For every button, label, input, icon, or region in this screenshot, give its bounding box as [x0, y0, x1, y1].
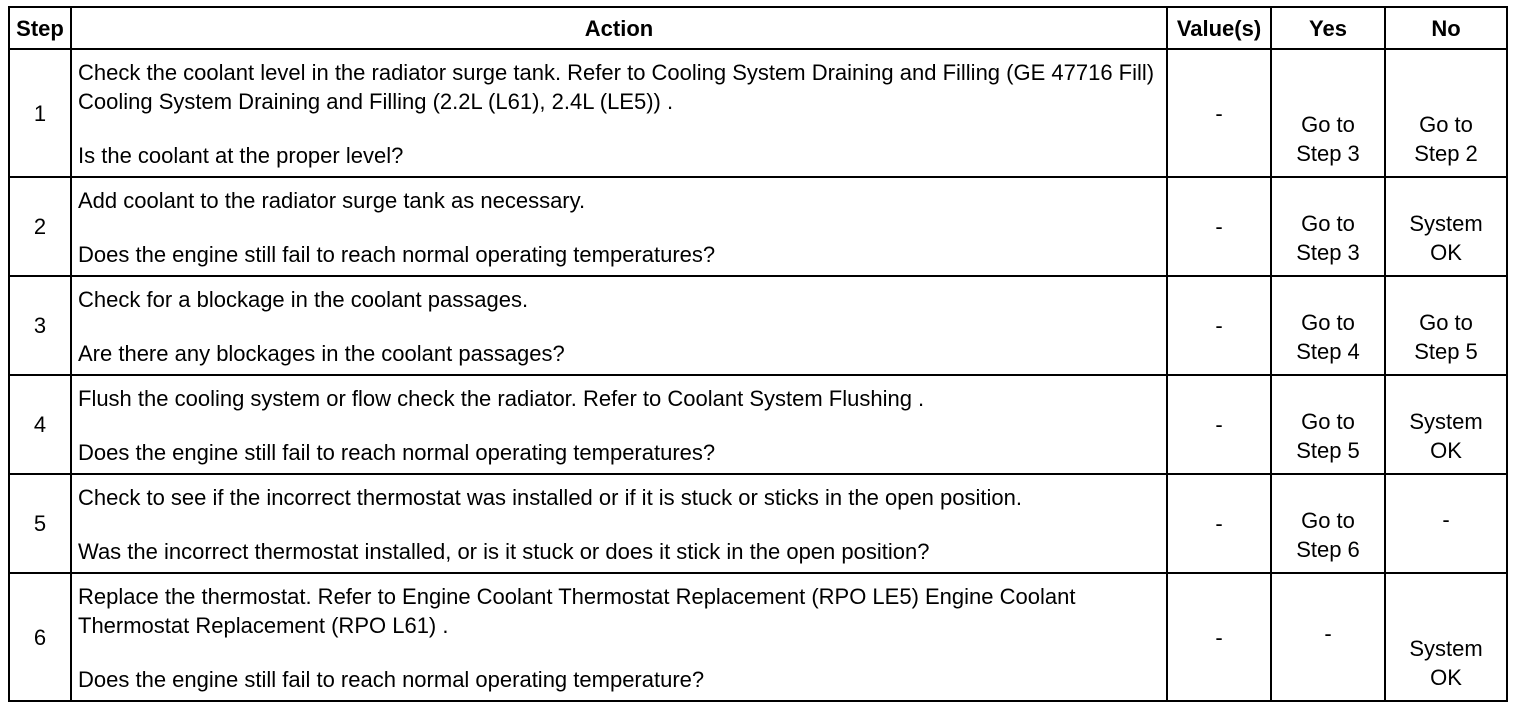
value-cell: -	[1167, 49, 1271, 177]
yes-link: Go to Step 3	[1296, 211, 1360, 265]
action-cell	[71, 276, 1167, 375]
no-cell	[1385, 276, 1507, 375]
action-cell	[71, 49, 1167, 177]
step-number: 5	[9, 474, 71, 573]
yes-cell	[1271, 276, 1385, 375]
header-values: Value(s)	[1167, 7, 1271, 49]
value-cell: -	[1167, 177, 1271, 276]
yes-cell	[1271, 49, 1385, 177]
yes-link: Go to Step 3	[1296, 112, 1360, 166]
action-cell	[71, 474, 1167, 573]
action-text: Replace the thermostat. Refer to Engine Coolant Thermostat Replacement (RPO LE5) Engine Coolant Thermostat Replacement (RPO L61) .	[78, 584, 1076, 638]
no-link: System OK	[1409, 409, 1483, 463]
step-number: 6	[9, 573, 71, 701]
no-link: -	[1442, 507, 1450, 532]
yes-cell	[1271, 474, 1385, 573]
step-number: 3	[9, 276, 71, 375]
action-text: Check for a blockage in the coolant passages.	[78, 287, 529, 312]
table-row	[9, 276, 1507, 375]
header-yes: Yes	[1271, 7, 1385, 49]
yes-link: -	[1324, 620, 1332, 646]
action-text: Flush the cooling system or flow check the radiator. Refer to Coolant System Flushing .	[78, 386, 925, 411]
no-link: Go to Step 2	[1414, 112, 1478, 166]
action-cell	[71, 573, 1167, 701]
yes-cell	[1271, 375, 1385, 474]
yes-link: Go to Step 5	[1296, 409, 1360, 463]
no-cell	[1385, 573, 1507, 701]
action-cell	[71, 177, 1167, 276]
value-cell: -	[1167, 375, 1271, 474]
no-cell	[1385, 177, 1507, 276]
table-row	[9, 474, 1507, 573]
header-no: No	[1385, 7, 1507, 49]
table-row	[9, 573, 1507, 701]
no-link: Go to Step 5	[1414, 310, 1478, 364]
header-action: Action	[71, 7, 1167, 49]
no-link: System OK	[1409, 636, 1483, 690]
no-link: System OK	[1409, 211, 1483, 265]
yes-link: Go to Step 4	[1296, 310, 1360, 364]
table-row	[9, 177, 1507, 276]
action-text: Check the coolant level in the radiator surge tank. Refer to Cooling System Draining and Filling (GE 47716 Fill) Cooling System Draining and Filling (2.2L (L61), 2.4L (LE5)) .	[78, 60, 1155, 114]
action-question: Was the incorrect thermostat installed, or is it stuck or does it stick in the open position?	[78, 539, 930, 564]
header-step: Step	[9, 7, 71, 49]
action-text: Check to see if the incorrect thermostat was installed or if it is stuck or sticks in the open position.	[78, 485, 1022, 510]
action-question: Does the engine still fail to reach normal operating temperatures?	[78, 242, 716, 267]
no-cell	[1385, 375, 1507, 474]
diagnostic-table	[8, 6, 1508, 702]
action-question: Are there any blockages in the coolant passages?	[78, 341, 565, 366]
header-row	[9, 7, 1507, 49]
step-number: 1	[9, 49, 71, 177]
no-cell	[1385, 474, 1507, 573]
value-cell: -	[1167, 573, 1271, 701]
table-row	[9, 375, 1507, 474]
step-number: 4	[9, 375, 71, 474]
yes-link: Go to Step 6	[1296, 508, 1360, 562]
action-cell	[71, 375, 1167, 474]
value-cell: -	[1167, 474, 1271, 573]
no-cell	[1385, 49, 1507, 177]
step-number: 2	[9, 177, 71, 276]
action-question: Is the coolant at the proper level?	[78, 143, 404, 168]
value-cell: -	[1167, 276, 1271, 375]
yes-cell	[1271, 573, 1385, 701]
action-question: Does the engine still fail to reach normal operating temperature?	[78, 667, 705, 692]
action-question: Does the engine still fail to reach normal operating temperatures?	[78, 440, 716, 465]
table-row	[9, 49, 1507, 177]
yes-cell	[1271, 177, 1385, 276]
action-text: Add coolant to the radiator surge tank as necessary.	[78, 188, 586, 213]
